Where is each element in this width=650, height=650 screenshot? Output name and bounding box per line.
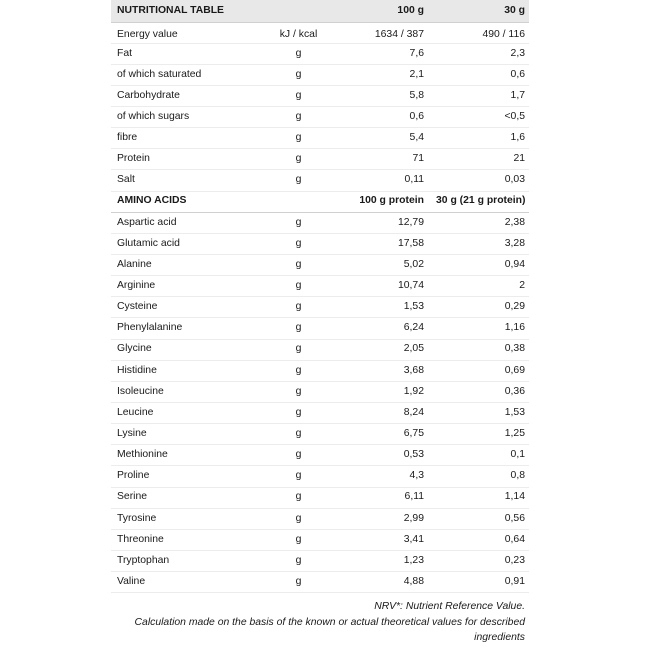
table-row: [111, 339, 529, 360]
row-label: fibre: [111, 128, 266, 149]
row-label: Leucine: [111, 403, 266, 424]
row-value-100g: 10,74: [331, 276, 430, 297]
table-row: [111, 170, 529, 191]
row-label: Protein: [111, 149, 266, 170]
table-row: [111, 233, 529, 254]
row-unit: g: [266, 43, 331, 64]
row-label: Aspartic acid: [111, 212, 266, 233]
header-col-30g: 30 g: [430, 0, 529, 22]
header-unit: [266, 0, 331, 22]
row-value-100g: 3,41: [331, 529, 430, 550]
row-value-30g: <0,5: [430, 107, 529, 128]
nutrition-table: [111, 0, 529, 593]
row-value-30g: 0,03: [430, 170, 529, 191]
row-value-30g: 3,28: [430, 233, 529, 254]
row-value-30g: 0,56: [430, 508, 529, 529]
table-row: [111, 64, 529, 85]
row-unit: g: [266, 487, 331, 508]
row-label: Salt: [111, 170, 266, 191]
amino-acids-unit: [266, 191, 331, 212]
row-value-30g: 0,36: [430, 381, 529, 402]
table-row: [111, 381, 529, 402]
row-value-30g: 0,91: [430, 572, 529, 593]
table-row: [111, 508, 529, 529]
table-row: [111, 360, 529, 381]
nrv-note: NRV*: Nutrient Reference Value.: [374, 601, 525, 612]
table-row: [111, 403, 529, 424]
table-row: [111, 212, 529, 233]
row-value-100g: 2,05: [331, 339, 430, 360]
row-value-30g: 0,94: [430, 255, 529, 276]
row-unit: g: [266, 128, 331, 149]
row-label: Histidine: [111, 360, 266, 381]
row-unit: g: [266, 529, 331, 550]
table-row: [111, 276, 529, 297]
row-value-100g: 71: [331, 149, 430, 170]
row-unit: g: [266, 424, 331, 445]
row-value-100g: 6,11: [331, 487, 430, 508]
row-value-100g: 2,99: [331, 508, 430, 529]
table-row: [111, 318, 529, 339]
calculation-note-line1: Calculation made on the basis of the known or actual theoretical values for described: [134, 616, 525, 628]
table-row: [111, 551, 529, 572]
row-unit: g: [266, 64, 331, 85]
header-title: NUTRITIONAL TABLE: [111, 0, 266, 22]
amino-acids-header-row: [111, 191, 529, 212]
row-label: Alanine: [111, 255, 266, 276]
row-value-100g: 0,6: [331, 107, 430, 128]
row-unit: g: [266, 255, 331, 276]
row-value-100g: 6,24: [331, 318, 430, 339]
row-value-100g: 17,58: [331, 233, 430, 254]
row-value-100g: 6,75: [331, 424, 430, 445]
row-value-100g: 1634 / 387: [331, 22, 430, 43]
row-label: Glycine: [111, 339, 266, 360]
row-label: Isoleucine: [111, 381, 266, 402]
row-label: Carbohydrate: [111, 85, 266, 106]
row-value-30g: 21: [430, 149, 529, 170]
row-value-100g: 5,02: [331, 255, 430, 276]
row-label: Tyrosine: [111, 508, 266, 529]
amino-col-30g: 30 g (21 g protein): [430, 191, 529, 212]
table-row: [111, 529, 529, 550]
table-row: [111, 255, 529, 276]
row-value-30g: 0,29: [430, 297, 529, 318]
row-unit: kJ / kcal: [266, 22, 331, 43]
row-value-30g: 1,53: [430, 403, 529, 424]
row-value-30g: 1,7: [430, 85, 529, 106]
row-label: Lysine: [111, 424, 266, 445]
amino-col-100g-protein: 100 g protein: [331, 191, 430, 212]
row-label: Methionine: [111, 445, 266, 466]
row-value-30g: 0,8: [430, 466, 529, 487]
row-label: Valine: [111, 572, 266, 593]
row-value-30g: 1,6: [430, 128, 529, 149]
row-unit: g: [266, 170, 331, 191]
row-unit: g: [266, 572, 331, 593]
row-value-100g: 1,53: [331, 297, 430, 318]
row-value-100g: 1,23: [331, 551, 430, 572]
row-value-100g: 0,53: [331, 445, 430, 466]
row-unit: g: [266, 508, 331, 529]
row-value-100g: 8,24: [331, 403, 430, 424]
row-label: Glutamic acid: [111, 233, 266, 254]
row-label: Arginine: [111, 276, 266, 297]
row-unit: g: [266, 360, 331, 381]
table-row: [111, 487, 529, 508]
row-label: Threonine: [111, 529, 266, 550]
row-unit: g: [266, 233, 331, 254]
row-value-100g: 12,79: [331, 212, 430, 233]
row-value-30g: 1,25: [430, 424, 529, 445]
row-value-30g: 0,38: [430, 339, 529, 360]
table-row: [111, 424, 529, 445]
table-row: [111, 445, 529, 466]
row-value-100g: 7,6: [331, 43, 430, 64]
row-value-100g: 1,92: [331, 381, 430, 402]
row-value-100g: 4,88: [331, 572, 430, 593]
row-unit: g: [266, 445, 331, 466]
row-unit: g: [266, 212, 331, 233]
row-label: of which saturated: [111, 64, 266, 85]
row-value-30g: 0,23: [430, 551, 529, 572]
row-unit: g: [266, 85, 331, 106]
row-label: of which sugars: [111, 107, 266, 128]
row-unit: g: [266, 149, 331, 170]
row-label: Cysteine: [111, 297, 266, 318]
table-row: [111, 107, 529, 128]
row-value-100g: 5,8: [331, 85, 430, 106]
table-row: [111, 149, 529, 170]
row-unit: g: [266, 276, 331, 297]
row-label: Phenylalanine: [111, 318, 266, 339]
header-col-100g: 100 g: [331, 0, 430, 22]
table-row: [111, 43, 529, 64]
row-value-30g: 1,16: [430, 318, 529, 339]
table-row: [111, 22, 529, 43]
row-label: Proline: [111, 466, 266, 487]
row-value-100g: 2,1: [331, 64, 430, 85]
nutrition-table-container: [111, 0, 529, 593]
row-value-30g: 490 / 116: [430, 22, 529, 43]
amino-acids-title: AMINO ACIDS: [111, 191, 266, 212]
row-label: Energy value: [111, 22, 266, 43]
table-row: [111, 466, 529, 487]
table-header-row: [111, 0, 529, 22]
row-unit: g: [266, 403, 331, 424]
row-value-100g: 4,3: [331, 466, 430, 487]
table-row: [111, 85, 529, 106]
row-unit: g: [266, 381, 331, 402]
row-value-30g: 0,69: [430, 360, 529, 381]
row-label: Fat: [111, 43, 266, 64]
row-value-30g: 1,14: [430, 487, 529, 508]
row-value-30g: 2: [430, 276, 529, 297]
row-value-100g: 0,11: [331, 170, 430, 191]
row-value-30g: 2,3: [430, 43, 529, 64]
footnotes: [111, 599, 525, 646]
row-unit: g: [266, 297, 331, 318]
row-label: Tryptophan: [111, 551, 266, 572]
row-value-100g: 3,68: [331, 360, 430, 381]
row-value-30g: 0,6: [430, 64, 529, 85]
row-unit: g: [266, 551, 331, 572]
table-row: [111, 128, 529, 149]
row-unit: g: [266, 318, 331, 339]
row-unit: g: [266, 339, 331, 360]
row-value-30g: 2,38: [430, 212, 529, 233]
table-row: [111, 297, 529, 318]
table-row: [111, 572, 529, 593]
row-label: Serine: [111, 487, 266, 508]
row-value-100g: 5,4: [331, 128, 430, 149]
row-unit: g: [266, 466, 331, 487]
row-unit: g: [266, 107, 331, 128]
row-value-30g: 0,1: [430, 445, 529, 466]
calculation-note-line2: ingredients: [474, 632, 525, 643]
row-value-30g: 0,64: [430, 529, 529, 550]
